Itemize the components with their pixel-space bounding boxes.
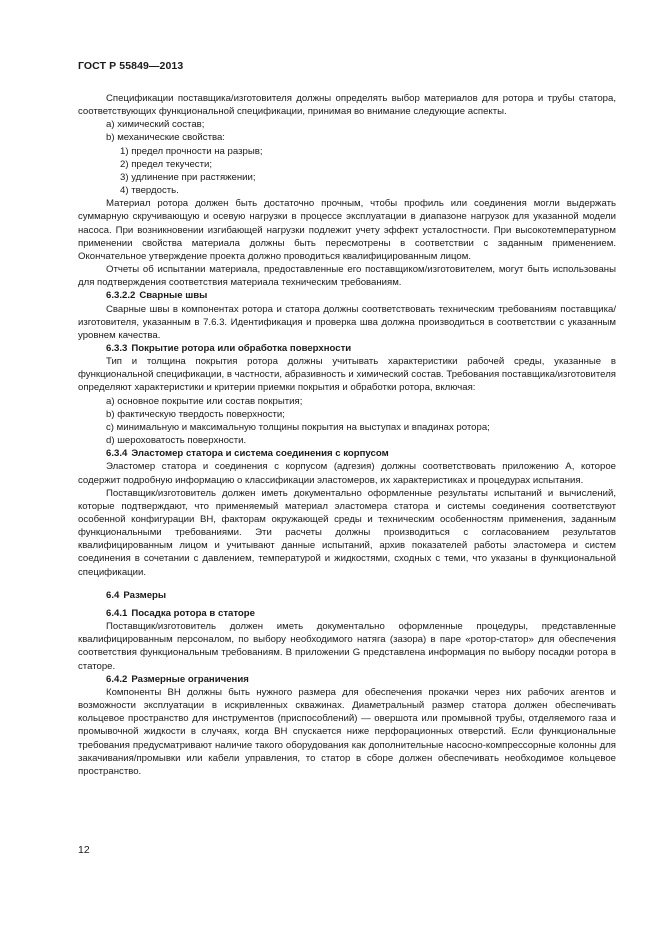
section-number: 6.3.2.2: [106, 290, 136, 302]
paragraph: Тип и толщина покрытия ротора должны учитывать характеристики рабочей среды, указанные в функциональной спецификации, в частности, абразивность и химический состав. Требования поставщика/изготовителя определяют характеристики и критерии приемки покрытия и обработки ротора, включая:: [78, 356, 616, 394]
list-item: с) минимальную и максимальную толщины покрытия на выступах и впадинах ротора;: [106, 421, 490, 433]
section-title: Размерные ограничения: [131, 673, 249, 685]
list-item: а) основное покрытие или состав покрытия;: [106, 395, 303, 407]
section-heading: [78, 342, 616, 355]
list-item: b) механические свойства:: [106, 132, 225, 144]
list-item: b) фактическую твердость поверхности;: [106, 408, 285, 420]
section-heading: [78, 589, 616, 602]
section-heading: [78, 447, 616, 460]
sub-list-item: 4) твердость.: [120, 185, 179, 197]
section-title: Покрытие ротора или обработка поверхности: [131, 342, 352, 354]
document-body: [78, 92, 616, 778]
document-header: ГОСТ Р 55849—2013: [78, 60, 184, 72]
section-heading: [78, 673, 616, 686]
section-number: 6.4.1: [106, 607, 128, 619]
section-number: 6.4: [106, 589, 120, 601]
list-item: а) химический состав;: [106, 119, 205, 131]
sub-list-item: 2) предел текучести;: [120, 158, 213, 170]
section-number: 6.3.3: [106, 342, 128, 354]
section-number: 6.3.4: [106, 448, 128, 460]
paragraph: Эластомер статора и соединения с корпусом (адгезия) должны соответствовать приложению А, которое содержит подробную информацию о классификации эластомеров, их характеристиках и процедурах испытания.: [78, 461, 616, 486]
section-number: 6.4.2: [106, 673, 128, 685]
paragraph: Компоненты ВН должны быть нужного размера для обеспечения прокачки через них рабочих агентов и возможности эксплуатации в искривленных скважинах. Диаметральный размер статора должен обеспечивать кольцевое пространство для инструментов (приспособлений) — овершота или промывной трубы, отделяемого газа и промывочной жидкости в случаях, когда ВН спускается ниже перфорационных отверстий. Если функциональные требования предусматривают наличие такого оборудования как дополнительные насосно-компрессорные колонны для закачивания/промывки или кабели управления, то статор в сборе должен обеспечивать необходимое кольцевое пространство.: [78, 686, 616, 777]
paragraph: Поставщик/изготовитель должен иметь документально оформленные результаты испытаний и вычислений, которые подтверждают, что применяемый материал эластомера статора и системы соединения соответствуют особенной конфигурации ВН, факторам окружающей среды и техническим особенностям применения, заданным функциональными требованиями. Эти расчеты должны производиться с согласованием результатов квалифицированным лицом и учитывают данные испытаний, архив показателей работы эластомера и систем соединения в сочетании с давлением, температурой и жидкостями, сходных с теми, что указаны в функциональной спецификации.: [78, 487, 616, 578]
section-heading: [78, 289, 616, 302]
paragraph: Спецификации поставщика/изготовителя должны определять выбор материалов для ротора и трубы статора, соответствующих функциональной спецификации, принимая во внимание следующие аспекты.: [78, 93, 616, 118]
sub-list-item: 3) удлинение при растяжении;: [120, 171, 256, 183]
sub-list-item: 1) предел прочности на разрыв;: [120, 145, 263, 157]
page-number: 12: [78, 844, 90, 856]
section-title: Сварные швы: [139, 290, 208, 302]
paragraph: Отчеты об испытании материала, предоставленные его поставщиком/изготовителем, могут быть использованы для подтверждения соответствия материала техническим требованиям.: [78, 264, 616, 289]
list-item: d) шероховатость поверхности.: [106, 435, 247, 447]
section-title: Размеры: [123, 589, 167, 601]
section-title: Эластомер статора и система соединения с корпусом: [131, 448, 389, 460]
paragraph: Поставщик/изготовитель должен иметь документально оформленные процедуры, представленные квалифицированным персоналом, по выбору необходимого натяга (зазора) в паре «ротор-статор» для обеспечения соответствия функциональным требованиям. В приложении G представлена информация по выбору посадки ротора в статоре.: [78, 621, 616, 672]
section-title: Посадка ротора в статоре: [131, 607, 255, 619]
section-heading: [78, 607, 616, 620]
paragraph: Сварные швы в компонентах ротора и статора должны соответствовать техническим требованиям поставщика/изготовителя, указанным в 7.6.3. Идентификация и проверка шва должна производиться в соответствии с указанным уровнем качества.: [78, 303, 616, 341]
paragraph: Материал ротора должен быть достаточно прочным, чтобы профиль или соединения могли выдержать суммарную скручивающую и осевую нагрузки в процессе эксплуатации в диапазоне нагрузок для указанной модели насоса. При возникновении изгибающей нагрузки подлежит учету эффект усталостности. При высокотемпературном применении свойства материала должны быть пересмотрены в соответствии с заданным применением. Окончательное утверждение проекта должно проводиться квалифицированным лицом.: [78, 198, 616, 262]
